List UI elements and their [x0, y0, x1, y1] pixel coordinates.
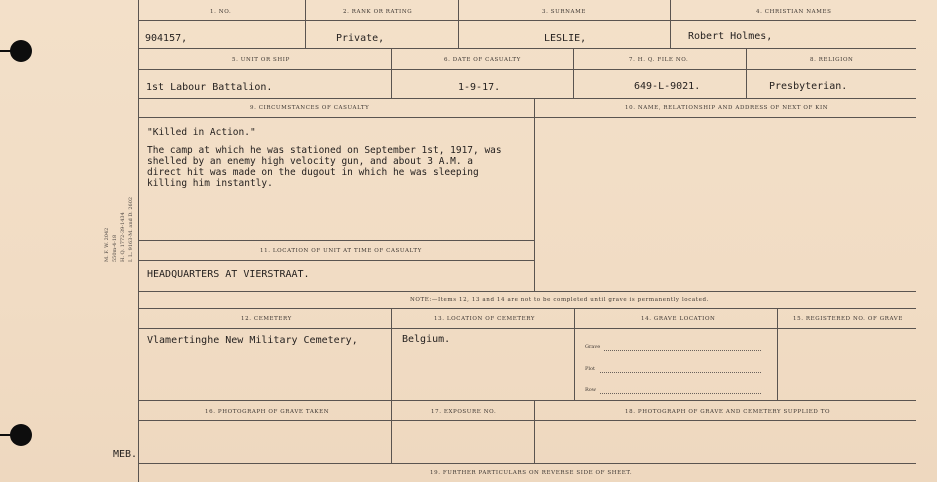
header-religion: 8. RELIGION — [810, 57, 854, 63]
divider — [777, 308, 778, 400]
divider — [138, 20, 916, 21]
divider — [391, 400, 392, 463]
circumstances-title: "Killed in Action." — [147, 127, 256, 138]
divider — [138, 117, 916, 118]
note: NOTE:—Items 12, 13 and 14 are not to be completed until grave is permanently located. — [410, 297, 709, 303]
header-registered-no: 15. REGISTERED NO. OF GRAVE — [793, 316, 903, 322]
header-no: 1. NO. — [210, 9, 232, 15]
location-unit-value: HEADQUARTERS AT VIERSTRAAT. — [147, 269, 310, 280]
divider — [670, 0, 671, 48]
form-code: I. L. 9163-M. and D. 2602 — [128, 196, 134, 262]
row-label: Row — [585, 387, 597, 393]
header-next-of-kin: 10. NAME, RELATIONSHIP AND ADDRESS OF NEXT OF KIN — [625, 105, 829, 111]
divider — [138, 69, 916, 70]
header-exposure: 17. EXPOSURE NO. — [431, 409, 497, 415]
divider — [138, 308, 916, 309]
divider — [391, 308, 392, 400]
divider — [138, 463, 916, 464]
date-value: 1-9-17. — [458, 82, 501, 93]
row-line — [600, 393, 761, 394]
divider — [534, 98, 535, 291]
form-code: 550m-4-18 — [112, 234, 118, 262]
header-cemetery: 12. CEMETERY — [241, 316, 292, 322]
christian-names-value: Robert Holmes, — [688, 31, 773, 42]
header-location-unit: 11. LOCATION OF UNIT AT TIME OF CASUALTY — [260, 248, 422, 254]
header-further-particulars: 19. FURTHER PARTICULARS ON REVERSE SIDE OF SHEET. — [430, 470, 633, 476]
header-photo-supplied: 18. PHOTOGRAPH OF GRAVE AND CEMETERY SUPPLIED TO — [625, 409, 831, 415]
header-grave-location: 14. GRAVE LOCATION — [641, 316, 716, 322]
cemetery-value: Vlamertinghe New Military Cemetery, — [147, 335, 358, 346]
divider — [138, 240, 534, 241]
form-code: H. Q. 1772-39-1434 — [120, 212, 126, 262]
header-location-cemetery: 13. LOCATION OF CEMETERY — [434, 316, 536, 322]
header-hq-file: 7. H. Q. FILE NO. — [629, 57, 689, 63]
header-photo-taken: 16. PHOTOGRAPH OF GRAVE TAKEN — [205, 409, 330, 415]
circumstances-line: shelled by an enemy high velocity gun, and about 3 A.M. a — [147, 156, 474, 167]
divider — [746, 48, 747, 98]
clerk-initials: MEB. — [113, 449, 138, 460]
circumstances-line: The camp at which he was stationed on September 1st, 1917, was — [147, 145, 502, 156]
divider — [305, 0, 306, 48]
divider — [138, 291, 916, 292]
divider — [391, 48, 392, 98]
divider — [138, 48, 916, 49]
divider — [534, 400, 535, 463]
religion-value: Presbyterian. — [769, 81, 848, 92]
header-unit: 5. UNIT OR SHIP — [232, 57, 290, 63]
divider — [573, 48, 574, 98]
punch-hole-icon — [10, 424, 32, 446]
header-date: 6. DATE OF CASUALTY — [444, 57, 521, 63]
plot-line — [600, 372, 761, 373]
divider — [138, 0, 139, 482]
surname-value: LESLIE, — [544, 33, 587, 44]
unit-value: 1st Labour Battalion. — [146, 82, 273, 93]
rank-value: Private, — [336, 33, 385, 44]
header-surname: 3. SURNAME — [542, 9, 586, 15]
grave-label: Grave — [585, 344, 601, 350]
form-code: M. F. W. 2042 — [104, 227, 110, 262]
circumstances-line: killing him instantly. — [147, 178, 273, 189]
divider — [458, 0, 459, 48]
divider — [138, 400, 916, 401]
service-number: 904157, — [145, 33, 188, 44]
divider — [138, 260, 534, 261]
divider — [138, 328, 916, 329]
divider — [138, 420, 916, 421]
header-rank: 2. RANK OR RATING — [343, 9, 413, 15]
divider — [574, 308, 575, 400]
plot-label: Plot — [585, 366, 595, 372]
hq-file-value: 649-L-9021. — [634, 81, 701, 92]
header-circumstances: 9. CIRCUMSTANCES OF CASUALTY — [250, 105, 370, 111]
location-cemetery-value: Belgium. — [402, 334, 451, 345]
circumstances-line: direct hit was made on the dugout in which he was sleeping — [147, 167, 479, 178]
grave-line — [604, 350, 761, 351]
header-christian-names: 4. CHRISTIAN NAMES — [756, 9, 832, 15]
divider — [138, 98, 916, 99]
punch-hole-icon — [10, 40, 32, 62]
